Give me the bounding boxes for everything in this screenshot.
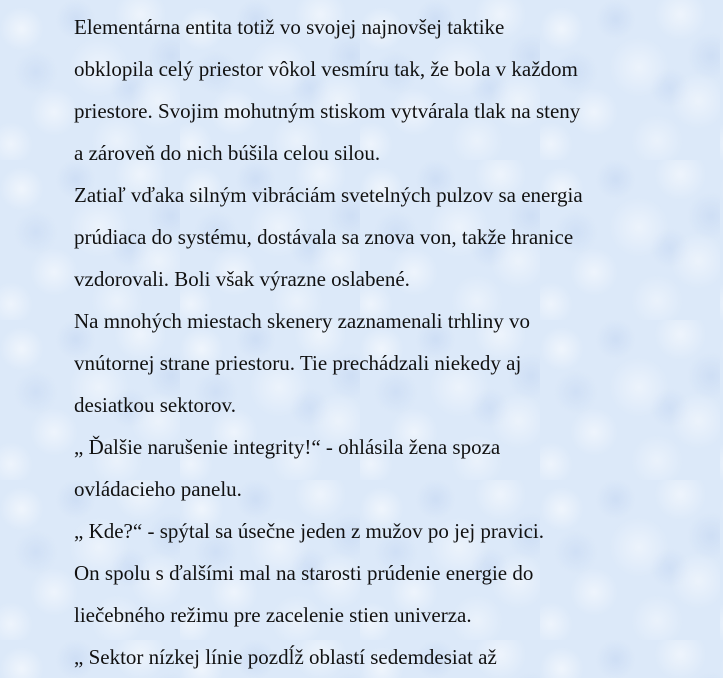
text-line-9: vnútornej strane priestoru. Tie prechádzali niekedy aj (74, 351, 522, 375)
document-body (74, 6, 694, 678)
text-line-15: liečebného režimu pre zacelenie stien univerza. (74, 603, 472, 627)
text-line-16: „ Sektor nízkej línie pozdĺž oblastí sedemdesiat až (74, 645, 497, 669)
text-line-13: „ Kde?“ - spýtal sa úsečne jeden z mužov po jej pravici. (74, 519, 544, 543)
text-line-14: On spolu s ďalšími mal na starosti prúdenie energie do (74, 561, 534, 585)
text-line-3: priestore. Svojim mohutným stiskom vytvárala tlak na steny (74, 99, 581, 123)
text-line-7: vzdorovali. Boli však výrazne oslabené. (74, 267, 410, 291)
text-line-5: Zatiaľ vďaka silným vibráciám svetelných pulzov sa energia (74, 183, 583, 207)
text-line-2: obklopila celý priestor vôkol vesmíru tak, že bola v každom (74, 57, 578, 81)
text-line-6: prúdiaca do systému, dostávala sa znova von, takže hranice (74, 225, 574, 249)
text-line-12: ovládacieho panelu. (74, 477, 242, 501)
text-line-11: „ Ďalšie narušenie integrity!“ - ohlásila žena spoza (74, 435, 501, 459)
text-line-1: Elementárna entita totiž vo svojej najnovšej taktike (74, 15, 505, 39)
text-line-4: a zároveň do nich búšila celou silou. (74, 141, 381, 165)
text-line-10: desiatkou sektorov. (74, 393, 236, 417)
text-line-8: Na mnohých miestach skenery zaznamenali trhliny vo (74, 309, 531, 333)
